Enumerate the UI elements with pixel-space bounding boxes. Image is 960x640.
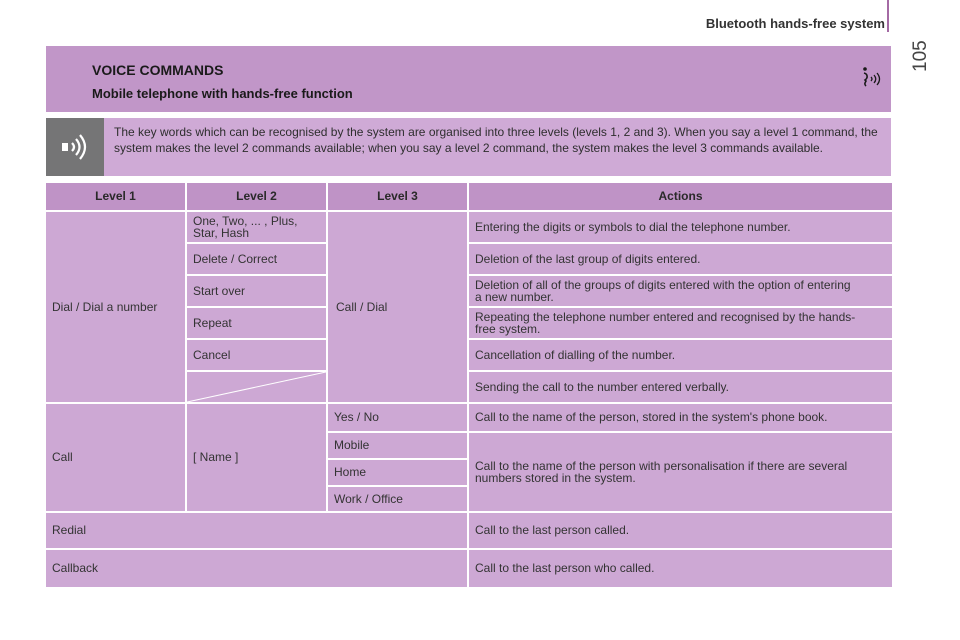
dial-level2-start-over: Start over bbox=[187, 276, 326, 306]
call-level3-home: Home bbox=[328, 460, 467, 485]
call-level2: [ Name ] bbox=[187, 404, 326, 511]
dial-level2-digits: One, Two, ... , Plus, Star, Hash bbox=[187, 212, 326, 242]
section-running-head: Bluetooth hands-free system bbox=[705, 16, 885, 31]
dial-level2-cancel: Cancel bbox=[187, 340, 326, 370]
dial-action-repeat: Repeating the telephone number entered and recognised by the hands-free system. bbox=[469, 308, 892, 338]
redial-label: Redial bbox=[46, 513, 467, 548]
dial-action-start-over: Deletion of all of the groups of digits entered with the option of entering a new number. bbox=[469, 276, 892, 306]
dial-level2-repeat: Repeat bbox=[187, 308, 326, 338]
voice-command-icon bbox=[854, 64, 884, 94]
callback-action: Call to the last person who called. bbox=[469, 550, 892, 587]
page-number: 105 bbox=[910, 40, 931, 72]
call-level3-yes-no: Yes / No bbox=[328, 404, 467, 431]
dial-level3: Call / Dial bbox=[328, 212, 467, 402]
call-level3-work: Work / Office bbox=[328, 487, 467, 511]
dial-action-delete: Deletion of the last group of digits entered. bbox=[469, 244, 892, 274]
redial-action: Call to the last person called. bbox=[469, 513, 892, 548]
info-text: The key words which can be recognised by the system are organised into three levels (levels 1, 2 and 3). When you say a level 1 command, the system makes the level 2 commands available; when you say a level 2 command, the system makes the level 3 commands available. bbox=[114, 125, 878, 155]
speaker-sound-icon bbox=[46, 118, 104, 176]
header-divider bbox=[887, 0, 889, 32]
dial-level2-empty bbox=[187, 372, 326, 402]
call-level3-mobile: Mobile bbox=[328, 433, 467, 458]
dial-action-digits: Entering the digits or symbols to dial the telephone number. bbox=[469, 212, 892, 242]
info-panel bbox=[46, 118, 891, 176]
dial-action-send: Sending the call to the number entered verbally. bbox=[469, 372, 892, 402]
header-level2: Level 2 bbox=[187, 183, 326, 210]
dial-level2-delete: Delete / Correct bbox=[187, 244, 326, 274]
header-level1: Level 1 bbox=[46, 183, 185, 210]
header-level3: Level 3 bbox=[328, 183, 467, 210]
empty-cell-diagonal bbox=[187, 372, 326, 402]
dial-action-cancel: Cancellation of dialling of the number. bbox=[469, 340, 892, 370]
banner-title: VOICE COMMANDS bbox=[92, 62, 224, 78]
call-action-yes-no: Call to the name of the person, stored in the system's phone book. bbox=[469, 404, 892, 431]
voice-commands-banner bbox=[46, 46, 891, 112]
call-level1: Call bbox=[46, 404, 185, 511]
callback-label: Callback bbox=[46, 550, 467, 587]
voice-commands-table bbox=[46, 183, 892, 587]
header-actions: Actions bbox=[469, 183, 892, 210]
dial-level1: Dial / Dial a number bbox=[46, 212, 185, 402]
banner-subtitle: Mobile telephone with hands-free function bbox=[92, 86, 353, 101]
call-action-numbers: Call to the name of the person with personalisation if there are several numbers stored in the system. bbox=[469, 433, 892, 511]
